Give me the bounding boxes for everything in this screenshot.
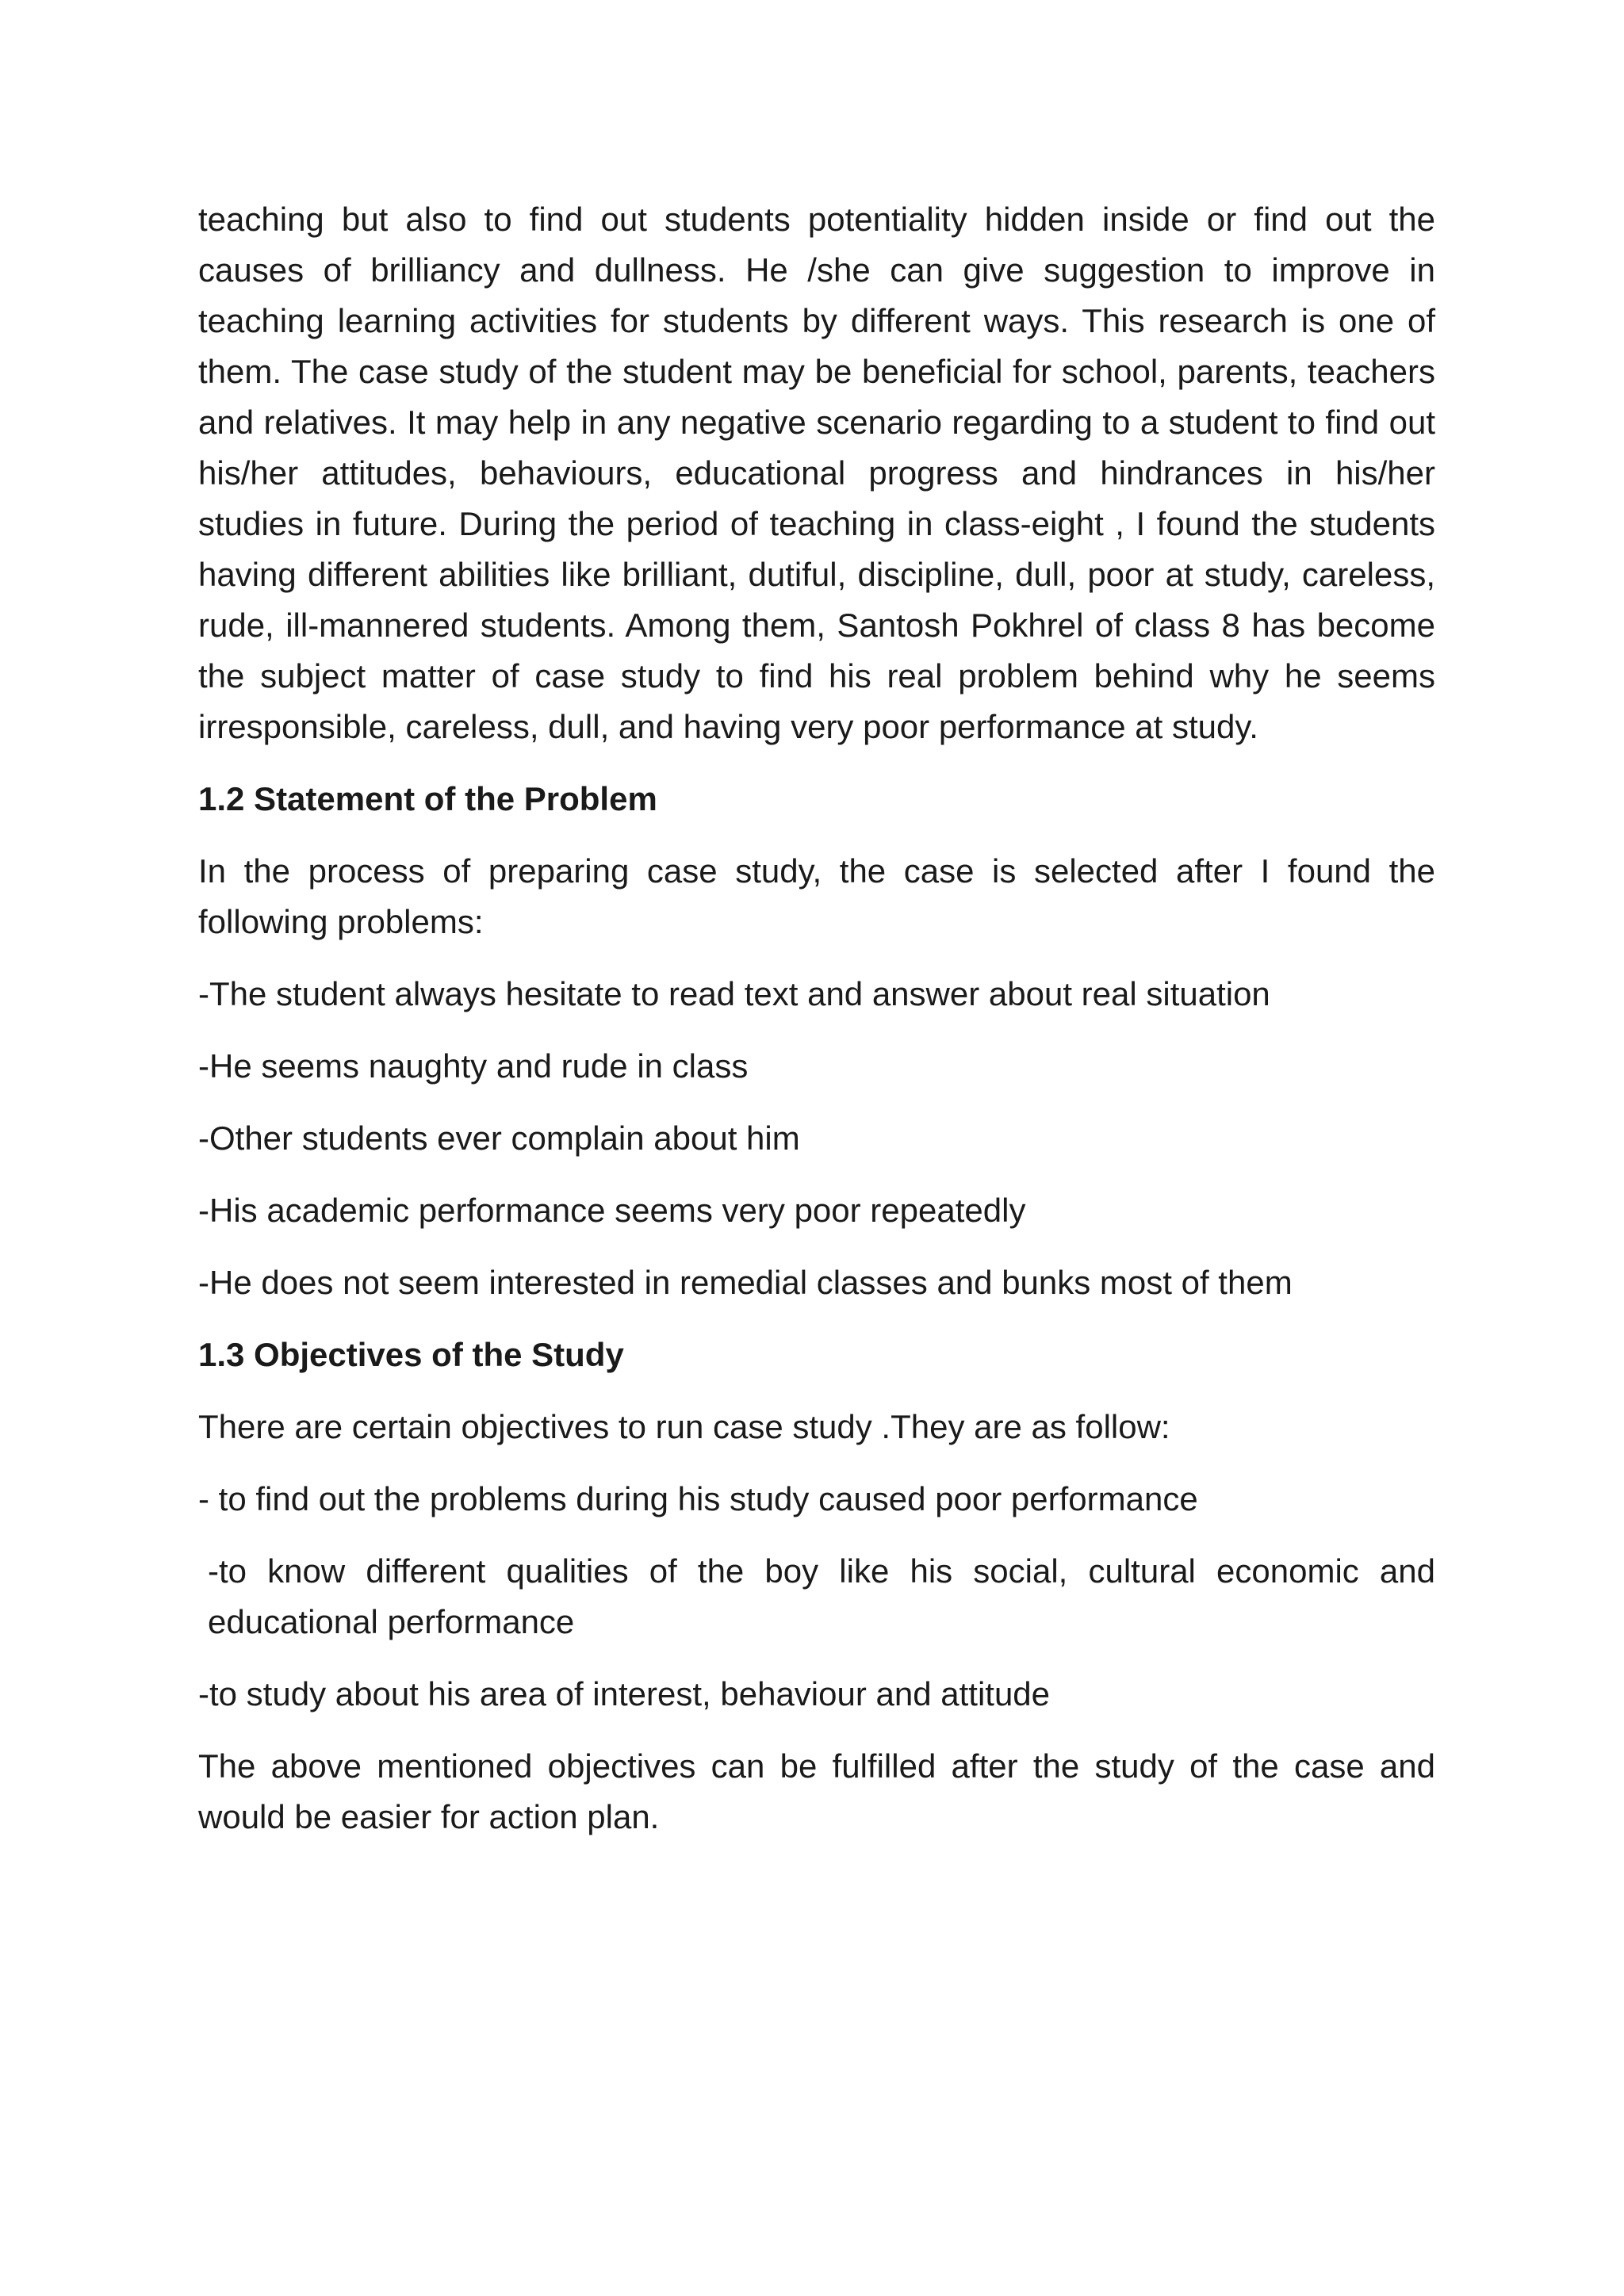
problem-item: -Other students ever complain about him	[198, 1119, 800, 1157]
problem-item: -His academic performance seems very poor repeatedly	[198, 1192, 1026, 1229]
intro-paragraph: teaching but also to find out students potentiality hidden inside or find out the causes of brilliancy and dullness. He /she can give suggestion to improve in teaching learning activities for students by different ways. This research is one of them. The case study of the student may be beneficial for school, parents, teachers and relatives. It may help in any negative scenario regarding to a student to find out his/her attitudes, behaviours, educational progress and hindrances in his/her studies in future. During the period of teaching in class-eight , I found the students having different abilities like brilliant, dutiful, discipline, dull, poor at study, careless, rude, ill-mannered students. Among them, Santosh Pokhrel of class 8 has become the subject matter of case study to find his real problem behind why he seems irresponsible, careless, dull, and having very poor performance at study.	[198, 201, 1435, 745]
section-heading-statement-of-problem: 1.2 Statement of the Problem	[198, 780, 657, 817]
objectives-conclusion-paragraph: The above mentioned objectives can be fulfilled after the study of the case and would be easier for action plan.	[198, 1747, 1435, 1835]
statement-intro-paragraph: In the process of preparing case study, the case is selected after I found the following problems:	[198, 852, 1435, 940]
objectives-intro-paragraph: There are certain objectives to run case study .They are as follow:	[198, 1408, 1170, 1445]
section-heading-objectives: 1.3 Objectives of the Study	[198, 1336, 624, 1373]
objective-item: -to know different qualities of the boy like his social, cultural economic and educational performance	[208, 1552, 1435, 1640]
document-body	[198, 194, 1435, 1864]
objective-item: - to find out the problems during his study caused poor performance	[198, 1480, 1198, 1517]
problem-item: -He does not seem interested in remedial classes and bunks most of them	[198, 1264, 1293, 1301]
problem-item: -The student always hesitate to read text and answer about real situation	[198, 975, 1270, 1012]
objective-item: -to study about his area of interest, behaviour and attitude	[198, 1675, 1051, 1712]
problem-item: -He seems naughty and rude in class	[198, 1047, 749, 1085]
